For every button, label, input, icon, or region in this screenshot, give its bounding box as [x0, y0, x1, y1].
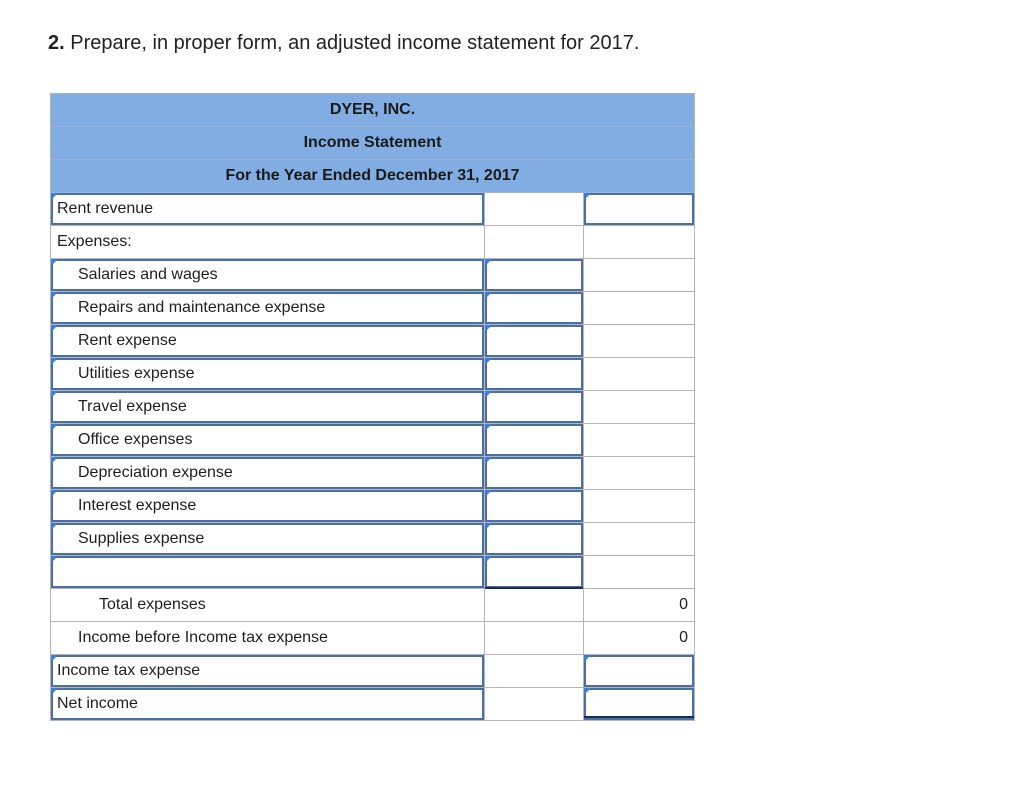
income-tax-label-input[interactable]: [51, 655, 484, 687]
net-income-amount-input[interactable]: [583, 688, 694, 720]
input-marker-icon: [51, 457, 58, 464]
row-travel: [51, 391, 694, 424]
rent-revenue-label-input[interactable]: [51, 193, 484, 225]
input-marker-icon: [51, 424, 58, 431]
supplies-label-input[interactable]: [51, 523, 484, 555]
rent-expense-label: Rent expense: [78, 332, 177, 349]
salaries-total-cell: [583, 259, 694, 291]
company-name: DYER, INC.: [51, 93, 694, 127]
row-salaries: [51, 259, 694, 292]
row-rent-expense: [51, 325, 694, 358]
utilities-amount-input[interactable]: [484, 358, 583, 390]
expenses-detail-cell: [484, 226, 583, 258]
blank-expense-label-input[interactable]: [51, 556, 484, 588]
blank-expense-total-cell: [583, 556, 694, 588]
salaries-amount-input[interactable]: [484, 259, 583, 291]
travel-total-cell: [583, 391, 694, 423]
row-rent-revenue: [51, 193, 694, 226]
utilities-total-cell: [583, 358, 694, 390]
income-before-tax-value: 0: [583, 622, 694, 654]
input-marker-icon: [485, 424, 492, 431]
input-marker-icon: [51, 391, 58, 398]
repairs-amount-input[interactable]: [484, 292, 583, 324]
question-text: Prepare, in proper form, an adjusted income statement for 2017.: [70, 32, 640, 54]
salaries-label-input[interactable]: [51, 259, 484, 291]
rent-revenue-amount-input[interactable]: [583, 193, 694, 225]
input-marker-icon: [51, 688, 58, 695]
expenses-amount-cell: [583, 226, 694, 258]
input-marker-icon: [51, 523, 58, 530]
office-amount-input[interactable]: [484, 424, 583, 456]
travel-label-input[interactable]: [51, 391, 484, 423]
expenses-heading: Expenses:: [57, 233, 132, 250]
question-number: 2.: [48, 32, 65, 54]
row-income-tax: [51, 655, 694, 688]
interest-label-input[interactable]: [51, 490, 484, 522]
income-before-tax-label: Income before Income tax expense: [78, 629, 328, 646]
depreciation-total-cell: [583, 457, 694, 489]
supplies-label: Supplies expense: [78, 530, 205, 547]
row-income-before-tax: [51, 622, 694, 655]
row-depreciation: [51, 457, 694, 490]
input-marker-icon: [485, 457, 492, 464]
input-marker-icon: [51, 325, 58, 332]
income-tax-amount-input[interactable]: [583, 655, 694, 687]
input-marker-icon: [485, 325, 492, 332]
row-net-income: [51, 688, 694, 721]
repairs-label-input[interactable]: [51, 292, 484, 324]
blank-expense-amount-input[interactable]: [484, 556, 583, 588]
supplies-total-cell: [583, 523, 694, 555]
total-expenses-label: Total expenses: [99, 596, 206, 613]
statement-title: Income Statement: [51, 127, 694, 160]
row-expenses-heading: [51, 226, 694, 259]
rent-revenue-label: Rent revenue: [57, 200, 154, 217]
net-income-detail-cell: [484, 688, 583, 720]
input-marker-icon: [584, 655, 591, 662]
question-prompt: [48, 32, 639, 55]
interest-label: Interest expense: [78, 497, 197, 514]
rent-revenue-detail-cell: [484, 193, 583, 225]
row-office: [51, 424, 694, 457]
depreciation-label: Depreciation expense: [78, 464, 233, 481]
input-marker-icon: [51, 358, 58, 365]
travel-label: Travel expense: [78, 398, 187, 415]
depreciation-label-input[interactable]: [51, 457, 484, 489]
input-marker-icon: [51, 292, 58, 299]
row-utilities: [51, 358, 694, 391]
input-marker-icon: [51, 556, 58, 563]
depreciation-amount-input[interactable]: [484, 457, 583, 489]
input-marker-icon: [51, 490, 58, 497]
office-total-cell: [583, 424, 694, 456]
utilities-label: Utilities expense: [78, 365, 195, 382]
supplies-amount-input[interactable]: [484, 523, 583, 555]
input-marker-icon: [51, 655, 58, 662]
input-marker-icon: [485, 391, 492, 398]
office-label: Office expenses: [78, 431, 193, 448]
row-blank-expense: [51, 556, 694, 589]
rent-expense-amount-input[interactable]: [484, 325, 583, 357]
input-marker-icon: [485, 556, 492, 563]
income-statement-worksheet: [50, 93, 695, 721]
input-marker-icon: [485, 523, 492, 530]
row-interest: [51, 490, 694, 523]
travel-amount-input[interactable]: [484, 391, 583, 423]
net-income-label-input[interactable]: [51, 688, 484, 720]
income-tax-detail-cell: [484, 655, 583, 687]
input-marker-icon: [51, 259, 58, 266]
rent-expense-label-input[interactable]: [51, 325, 484, 357]
interest-amount-input[interactable]: [484, 490, 583, 522]
utilities-label-input[interactable]: [51, 358, 484, 390]
input-marker-icon: [485, 292, 492, 299]
statement-period: For the Year Ended December 31, 2017: [51, 160, 694, 193]
rent-expense-total-cell: [583, 325, 694, 357]
income-before-tax-detail-cell: [484, 622, 583, 654]
input-marker-icon: [584, 688, 591, 695]
input-marker-icon: [584, 193, 591, 200]
salaries-label: Salaries and wages: [78, 266, 218, 283]
income-tax-label: Income tax expense: [57, 662, 201, 679]
input-marker-icon: [485, 358, 492, 365]
office-label-input[interactable]: [51, 424, 484, 456]
total-expenses-detail-cell: [484, 589, 583, 621]
row-total-expenses: [51, 589, 694, 622]
interest-total-cell: [583, 490, 694, 522]
repairs-total-cell: [583, 292, 694, 324]
row-supplies: [51, 523, 694, 556]
input-marker-icon: [485, 259, 492, 266]
net-income-label: Net income: [57, 695, 138, 712]
input-marker-icon: [485, 490, 492, 497]
row-repairs: [51, 292, 694, 325]
total-expenses-value: 0: [583, 589, 694, 621]
input-marker-icon: [51, 193, 58, 200]
repairs-label: Repairs and maintenance expense: [78, 299, 326, 316]
